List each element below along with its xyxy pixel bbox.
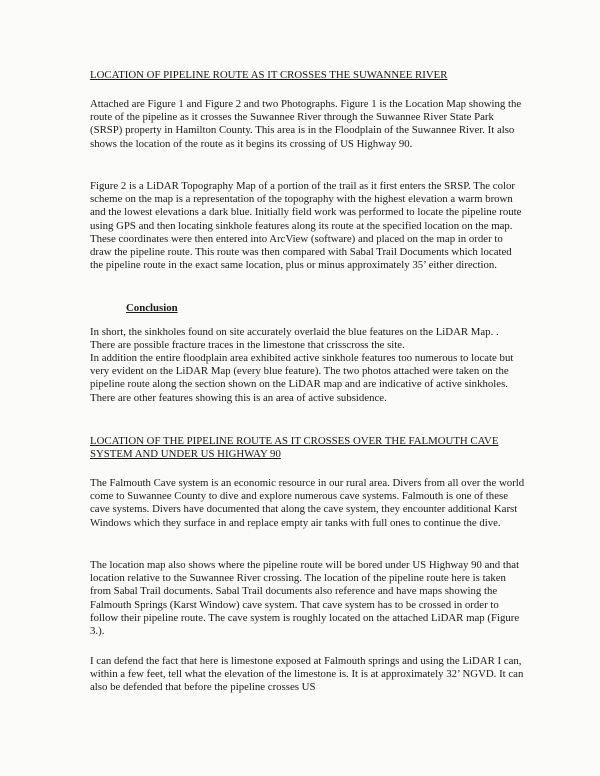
- paragraph-floodplain: In addition the entire floodplain area exhibited active sinkhole features too numerous to locate but very evident on the LiDAR Map (every blue feature). The two photos attached were taken on the pipeline route along the section shown on the LiDAR map and are indicative of active sinkholes. There are other features showing this is an area of active subsidence.: [90, 352, 514, 404]
- paragraph-attachments: Attached are Figure 1 and Figure 2 and two Photographs. Figure 1 is the Location Map showing the route of the pipeline as it crosses the Suwannee River through the Suwannee River State Park (SRSP) property in Hamilton County. This area is in the Floodplain of the Suwannee River. It also shows the location of the route as it begins its crossing of US Highway 90.: [90, 98, 522, 150]
- conclusion-heading: Conclusion: [126, 302, 178, 314]
- paragraph-lidar-map: Figure 2 is a LiDAR Topography Map of a portion of the trail as it first enters the SRSP. The color scheme on the map is a representation of the topography with the highest elevation a warm brown and the lowest elevations a dark blue. Initially field work was performed to locate the pipeline route using GPS and then locating sinkhole features along its route at the specified location on the map. These coordinates were then entered into ArcView (software) and placed on the map in order to draw the pipeline route. This route was then compared with Sabal Trail Documents which located the pipeline route in the exact same location, plus or minus approximately 35’ either direction.: [90, 180, 522, 272]
- paragraph-falmouth-cave-system: The Falmouth Cave system is an economic resource in our rural area. Divers from all over the world come to Suwannee County to dive and explore numerous cave systems. Falmouth is one of these cave systems. Divers have documented that along the cave system, they encounter additional Karst Windows which they surface in and replace empty air tanks with full ones to continue the dive.: [90, 477, 525, 529]
- section-heading-falmouth-cave: LOCATION OF THE PIPELINE ROUTE AS IT CROSSES OVER THE FALMOUTH CAVE SYSTEM AND UNDER US HIGHWAY 90: [90, 435, 499, 461]
- paragraph-sinkholes-summary: In short, the sinkholes found on site accurately overlaid the blue features on the LiDAR Map. . There are possible fracture traces in the limestone that crisscross the site.: [90, 326, 499, 352]
- section-heading-suwannee-river: LOCATION OF PIPELINE ROUTE AS IT CROSSES THE SUWANNEE RIVER: [90, 69, 448, 81]
- paragraph-location-map: The location map also shows where the pipeline route will be bored under US Highway 90 and that location relative to the Suwannee River crossing. The location of the pipeline route here is taken from Sabal Trail documents. Sabal Trail documents also reference and have maps showing the Falmouth Springs (Karst Window) cave system. That cave system has to be crossed in order to follow their pipeline route. The cave system is roughly located on the attached LiDAR map (Figure 3.).: [90, 559, 520, 638]
- paragraph-limestone-elevation: I can defend the fact that here is limestone exposed at Falmouth springs and using the LiDAR I can, within a few feet, tell what the elevation of the limestone is. It is at approximately 32’ NGVD. It can also be defended that before the pipeline crosses US: [90, 655, 524, 694]
